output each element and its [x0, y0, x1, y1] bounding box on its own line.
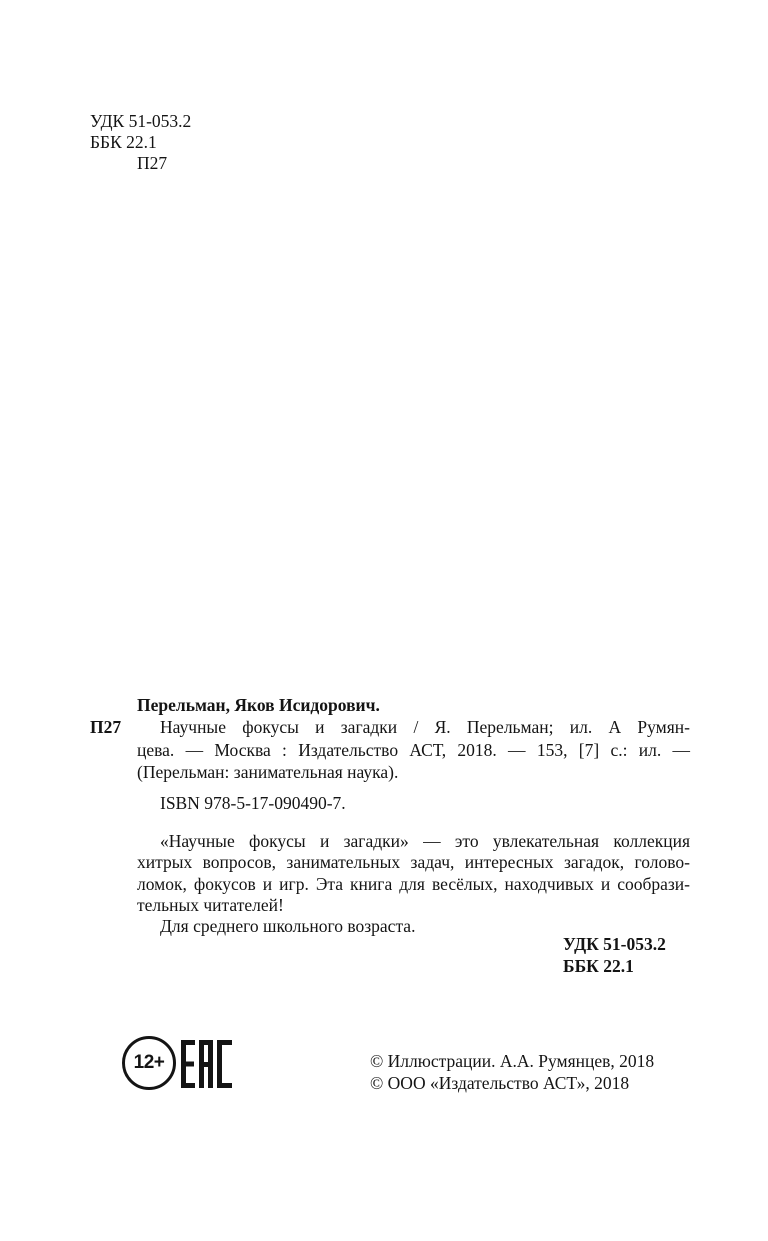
bibliographic-record — [137, 694, 690, 783]
age-rating-label: 12+ — [133, 1052, 165, 1073]
description-line: (Перельман: занимательная наука). — [137, 761, 399, 782]
annotation-line: «Научные фокусы и загадки» — это увлекательная коллекция — [160, 831, 690, 851]
udk-code: УДК 51-053.2 — [90, 111, 192, 131]
copyright-illustrations: © Иллюстрации. А.А. Румянцев, 2018 — [370, 1051, 655, 1071]
eac-letter-e — [181, 1040, 195, 1088]
isbn: ISBN 978-5-17-090490-7. — [160, 793, 346, 813]
record-bbk-code: ББК 22.1 — [563, 956, 634, 976]
copyright-publisher: © ООО «Издательство АСТ», 2018 — [370, 1073, 630, 1093]
annotation-line: ломок, фокусов и игр. Эта книга для весёлых, находчивых и сообрази- — [137, 873, 690, 894]
age-rating-badge — [122, 1036, 176, 1090]
record-udk-code: УДК 51-053.2 — [563, 934, 666, 954]
bbk-code: ББК 22.1 — [90, 132, 157, 152]
record-classification-codes — [563, 933, 666, 977]
author-heading: Перельман, Яков Исидорович. — [137, 695, 380, 715]
author-mark: П27 — [137, 153, 168, 173]
audience-note: Для среднего школьного возраста. — [160, 916, 416, 937]
eac-letter-a — [199, 1040, 213, 1088]
record-author-mark: П27 — [90, 717, 122, 737]
classification-block — [90, 111, 191, 174]
copyright-block — [370, 1050, 654, 1094]
eac-conformity-icon — [181, 1040, 232, 1088]
eac-letter-c — [217, 1040, 232, 1088]
description-line: Научные фокусы и загадки / Я. Перельман; ил. А Румян- — [160, 717, 690, 738]
annotation-line: тельных читателей! — [137, 894, 284, 915]
annotation-line: хитрых вопросов, занимательных задач, интересных загадок, голово- — [137, 852, 690, 873]
description-line: цева. — Москва : Издательство АСТ, 2018. — 153, [7] с.: ил. — — [137, 739, 690, 760]
annotation — [137, 831, 690, 937]
